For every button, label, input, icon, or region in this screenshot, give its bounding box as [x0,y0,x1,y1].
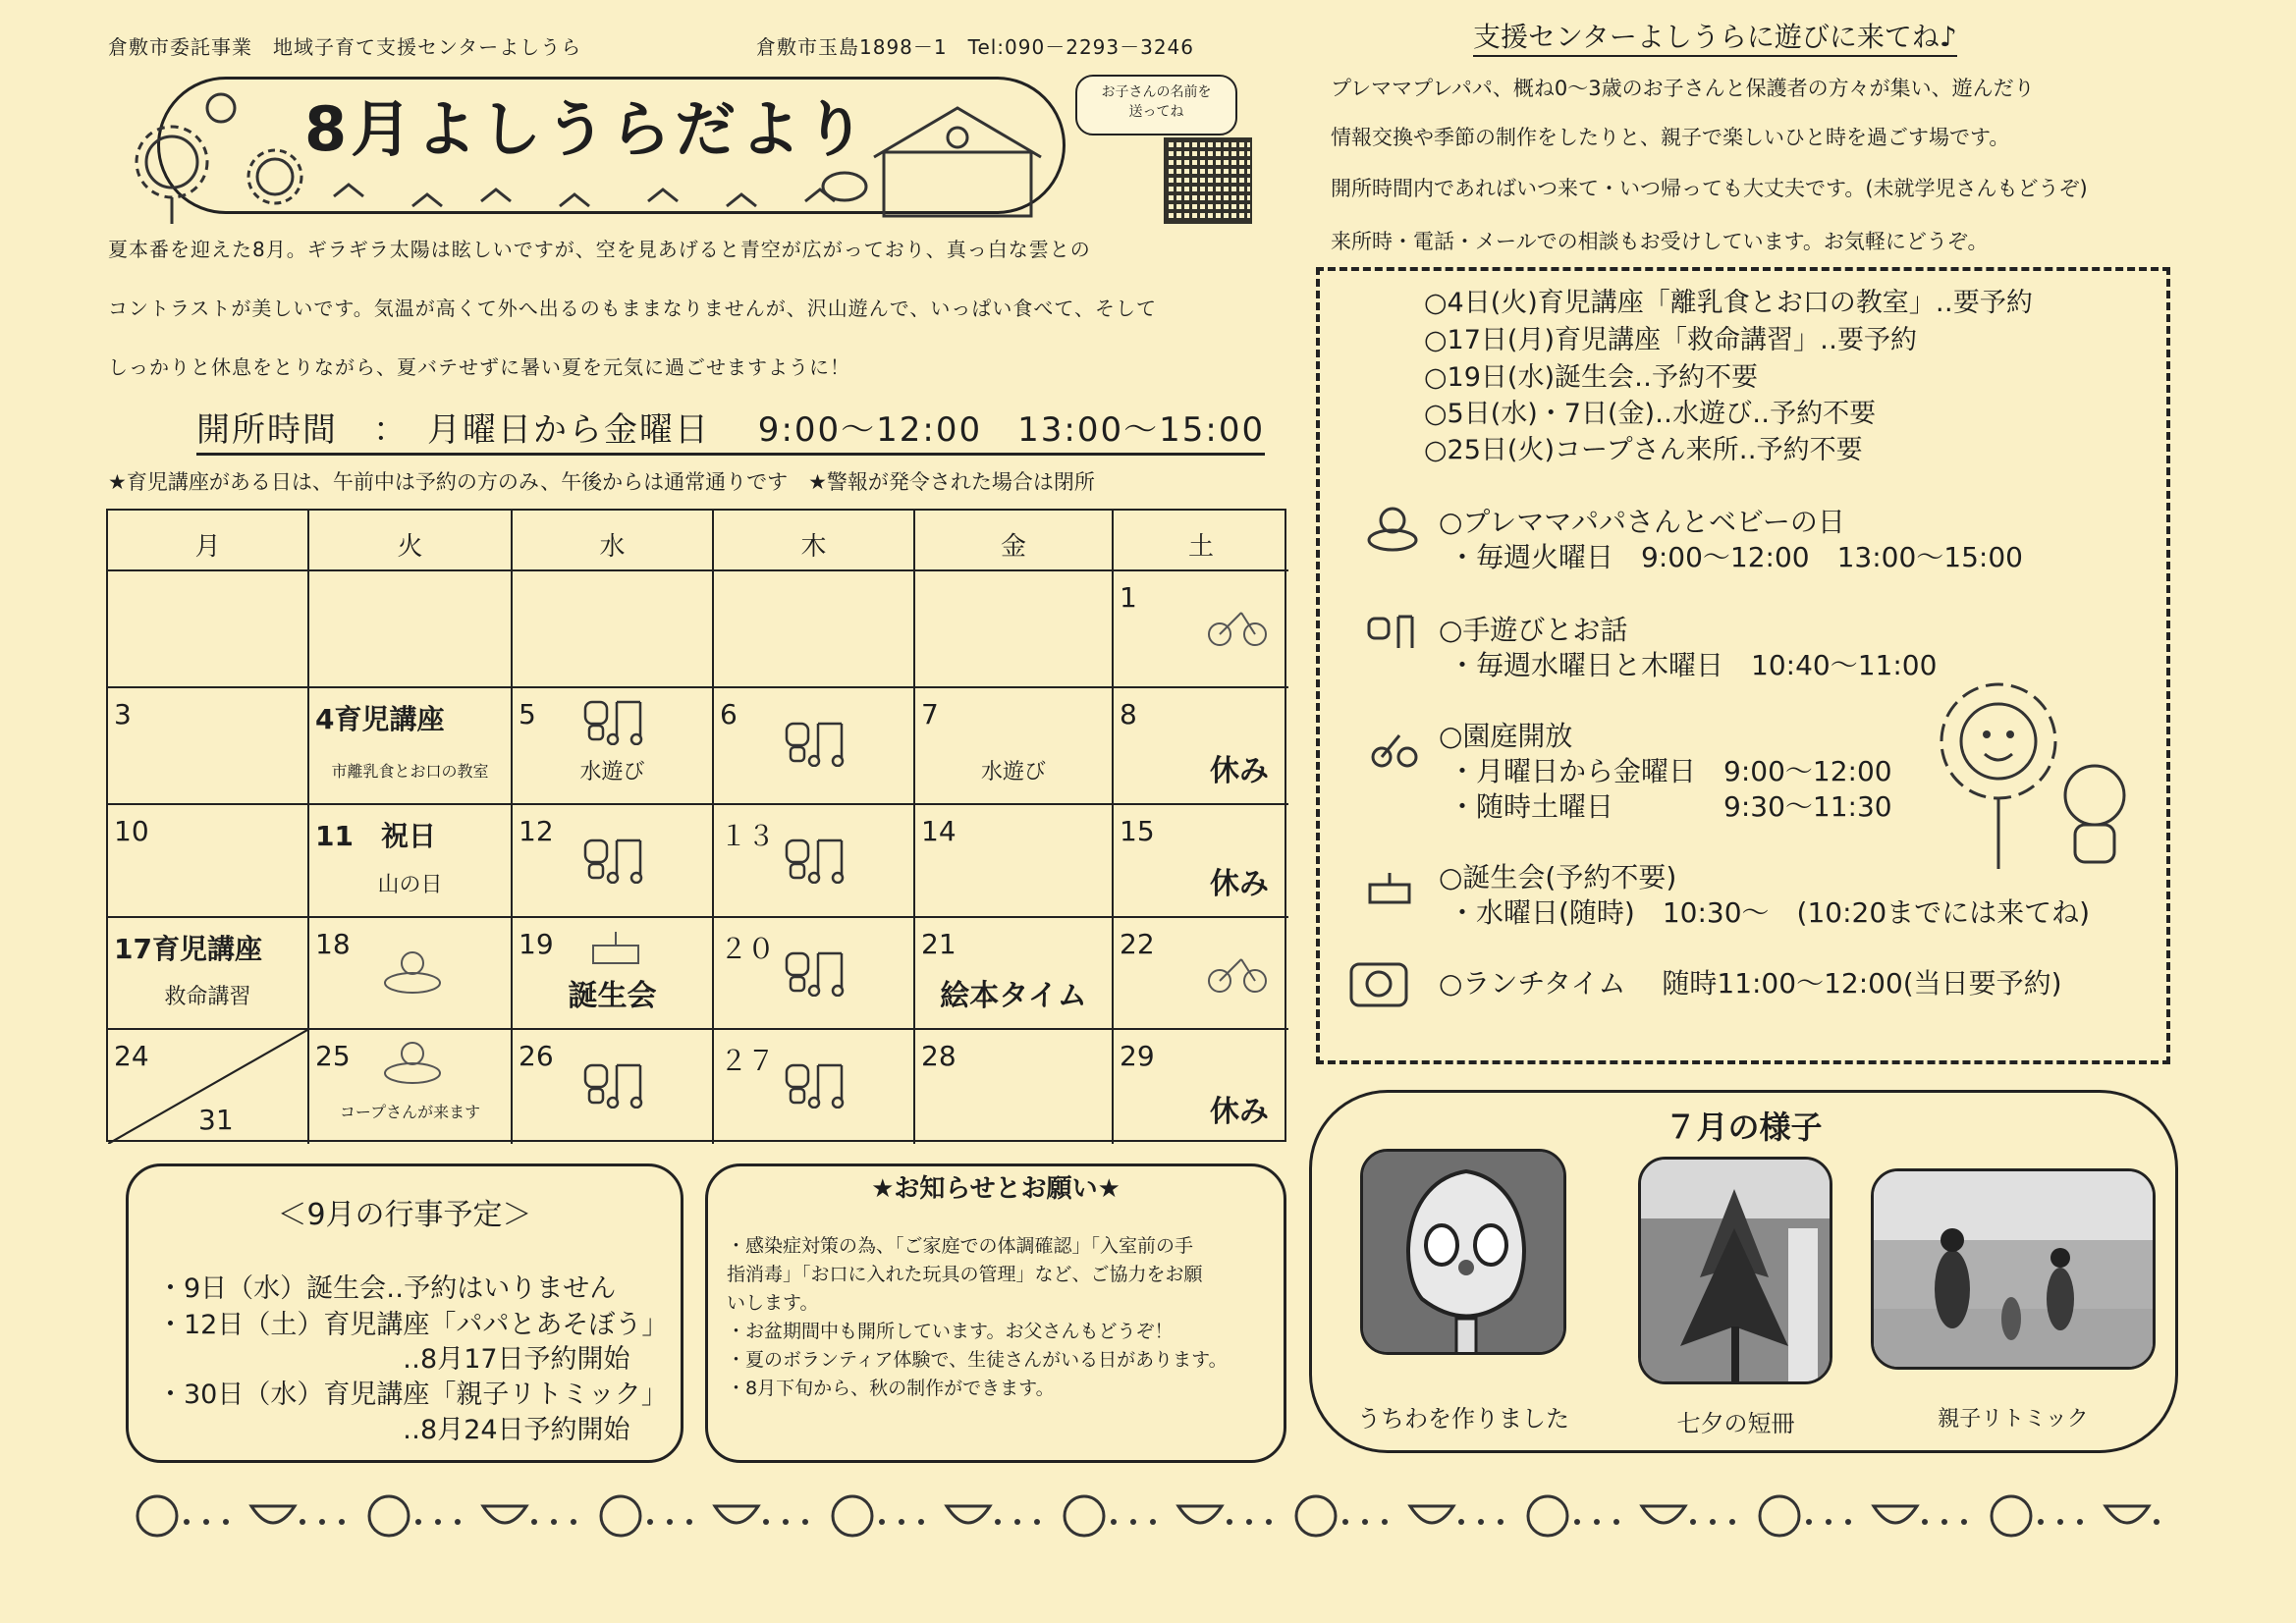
dot-divider [1806,1519,1812,1525]
calendar-header-day: 火 [309,511,513,571]
calendar-day-number: 3 [114,698,132,730]
dot-divider [1130,1519,1136,1525]
watermelon-icon [1874,1506,1917,1523]
baby-icon [378,947,447,997]
header-address: 倉敷市玉島1898－1 Tel:090－2293－3246 [756,35,1195,59]
baby-icon [1363,503,1422,552]
calendar-day-cell [513,571,714,688]
notice-line-1: ・感染症対策の為、「ご家庭での体調確認」「入室前の手 [727,1235,1194,1257]
calendar-day-number: ２０ [720,933,776,965]
dot-divider [879,1519,885,1525]
watermelon-icon [2105,1506,2149,1523]
section-line: ・随時土曜日 9:30～11:30 [1449,790,1892,823]
calendar-event-label: コープさんが来ます [339,1103,481,1121]
dot-divider [551,1519,557,1525]
music-note-icon [783,718,851,767]
watermelon-icon [137,1496,177,1536]
music-note-icon [581,835,650,884]
calendar-day-number: 17育児講座 [114,933,262,965]
intro-line-1: 夏本番を迎えた8月。ギラギラ太陽は眩しいですが、空を見あげると青空が広がっており、真っ白な雲との [108,238,1091,261]
name-request-bubble [1075,75,1237,135]
intro-line-3: しっかりと休息をとりながら、夏バテせずに暑い夏を元気に過ごせますように！ [108,355,850,379]
dot-divider [918,1519,924,1525]
dot-divider [415,1519,421,1525]
dot-divider [184,1519,190,1525]
watermelon-icon [1760,1496,1799,1536]
calendar-header-day: 月 [108,511,309,571]
calendar-day-cell [108,688,309,805]
calendar-event-label: 市離乳食とお口の教室 [331,762,489,781]
calendar-day-cell [1114,571,1288,688]
schedule-item-1: ○4日(火)育児講座「離乳食とお口の教室」‥要予約 [1424,288,2033,318]
calendar-event-label: 休み [1210,867,1269,901]
dot-divider [2154,1519,2159,1525]
tricycle-icon [1202,601,1271,650]
music-note-icon [581,696,650,745]
july-title: ７月の様子 [1665,1109,1823,1146]
september-title: ＜9月の行事予定＞ [277,1198,532,1232]
dot-divider [2038,1519,2044,1525]
september-item-5: ‥8月24日予約開始 [403,1415,630,1445]
dot-divider [1710,1519,1716,1525]
tricycle-icon [1202,947,1271,997]
calendar-day-number: 4育児講座 [315,703,445,735]
sunflower-illustration [1930,668,2156,874]
dot-divider [763,1519,769,1525]
september-item-1: ・9日（水）誕生会‥予約はいりません [157,1273,617,1304]
section-title: ○ランチタイム 随時11:00～12:00(当日要予約) [1439,967,2062,1000]
photo-tanabata [1638,1157,1832,1384]
section-line: ・毎週水曜日と木曜日 10:40～11:00 [1449,649,1938,681]
calendar-day-number: 5 [519,698,536,730]
dot-divider [455,1519,461,1525]
calendar-day-cell [714,688,915,805]
watermelon-icon [1178,1506,1222,1523]
intro-line-2: コントラストが美しいです。気温が高くて外へ出るのもままなりませんが、沢山遊んで、いっぱい食べて、そして [108,297,1157,320]
watermelon-icon [251,1506,295,1523]
dot-divider [1574,1519,1580,1525]
calendar-day-number: 11 祝日 [315,820,436,852]
calendar-day-cell [915,688,1114,805]
section-title: ○手遊びとお話 [1439,614,1628,646]
notice-line-3: いします。 [727,1292,819,1314]
calendar-event-label: 絵本タイム [940,979,1087,1013]
calendar-day-cell [309,571,513,688]
calendar-day-cell [915,805,1114,918]
center-desc-4: 来所時・電話・メールでの相談もお受けしています。お気軽にどうぞ。 [1331,230,1989,253]
calendar-header-day: 木 [714,511,915,571]
center-desc-2: 情報交換や季節の制作をしたりと、親子で楽しいひと時を過ごす場です。 [1331,126,2010,149]
notices-title: ★お知らせとお願い★ [871,1174,1121,1204]
baby-icon [378,1038,447,1087]
schedule-item-3: ○19日(水)誕生会‥予約不要 [1424,362,1759,393]
watermelon-icon [715,1506,758,1523]
august-calendar [106,509,1286,1142]
calendar-day-number: 22 [1120,928,1155,960]
calendar-event-label: 休み [1210,754,1269,788]
september-item-2: ・12日（土）育児講座「パパとあそぼう」 [157,1310,669,1340]
cake-icon [1360,869,1419,908]
calendar-day-number: 6 [720,698,738,730]
calendar-day-cell [108,1030,309,1144]
september-item-4: ・30日（水）育児講座「親子リトミック」 [157,1380,668,1410]
header-organization: 倉敷市委託事業 地域子育て支援センターよしうら [108,35,582,59]
calendar-day-number: 21 [921,928,957,960]
dot-divider [1922,1519,1928,1525]
watermelon-border [128,1492,2170,1542]
calendar-day-cell [714,918,915,1030]
music-note-icon [1363,609,1422,658]
calendar-day-cell [513,805,714,918]
calendar-day-number: 26 [519,1040,554,1072]
calendar-day-cell [714,805,915,918]
schedule-item-5: ○25日(火)コープさん来所‥予約不要 [1424,435,1863,465]
schedule-item-4: ○5日(水)・7日(金)‥水遊び‥予約不要 [1424,399,1877,429]
calendar-day-number: 1 [1120,581,1137,614]
dot-divider [203,1519,209,1525]
music-note-icon [783,1059,851,1109]
notice-line-2: 指消毒」「お口に入れた玩具の管理」など、ご協力をお願 [727,1264,1203,1285]
dot-divider [899,1519,904,1525]
center-desc-1: プレママプレパパ、概ね0～3歳のお子さんと保護者の方々が集い、遊んだり [1331,77,2035,100]
calendar-event-label: 水遊び [980,760,1046,784]
music-note-icon [581,1059,650,1109]
watermelon-icon [1642,1506,1685,1523]
opening-hours: 開所時間 ： 月曜日から金曜日 9:00～12:00 13:00～15:00 [196,403,1265,456]
dot-divider [1014,1519,1020,1525]
watermelon-icon [1992,1496,2031,1536]
calendar-day-cell [309,805,513,918]
calendar-event-label: 救命講習 [164,985,251,1009]
center-invitation-title: 支援センターよしうらに遊びに来てね♪ [1473,16,1957,57]
watermelon-icon [483,1506,526,1523]
dot-divider [1458,1519,1464,1525]
bubble-line-1: お子さんの名前を [1101,84,1212,100]
section-title: ○園庭開放 [1439,720,1573,752]
calendar-day-number: 31 [198,1104,234,1136]
calendar-day-number: 24 [114,1040,149,1072]
watermelon-icon [833,1496,872,1536]
dot-divider [1729,1519,1735,1525]
calendar-day-cell [915,918,1114,1030]
lunch-icon [1347,960,1411,1009]
dot-divider [783,1519,789,1525]
calendar-header-day: 土 [1114,511,1288,571]
dot-divider [802,1519,808,1525]
notice-line-6: ・8月下旬から、秋の制作ができます。 [727,1378,1055,1399]
dot-divider [2057,1519,2063,1525]
watermelon-icon [1410,1506,1453,1523]
dot-divider [1111,1519,1117,1525]
section-line: ・水曜日(随時) 10:30～ (10:20までには来てね) [1449,896,2091,929]
calendar-day-number: 14 [921,815,957,847]
calendar-day-cell [309,918,513,1030]
calendar-header-day: 金 [915,511,1114,571]
calendar-day-number: 28 [921,1040,957,1072]
bubble-line-2: 送ってね [1128,104,1184,120]
dot-divider [995,1519,1001,1525]
dot-divider [1961,1519,1967,1525]
caption-tanabata: 七夕の短冊 [1676,1410,1795,1437]
dot-divider [1246,1519,1252,1525]
dot-divider [1498,1519,1503,1525]
calendar-day-number: 7 [921,698,939,730]
notice-line-5: ・夏のボランティア体験で、生徒さんがいる日があります。 [727,1349,1228,1371]
calendar-event-label: 誕生会 [568,979,657,1013]
calendar-event-label: 水遊び [579,760,645,784]
dot-divider [319,1519,325,1525]
section-title: ○プレママパパさんとベビーの日 [1439,506,1845,538]
dot-divider [1382,1519,1388,1525]
photo-rhythmic [1871,1168,2156,1370]
watermelon-icon [947,1506,990,1523]
calendar-day-cell [714,571,915,688]
dot-divider [1613,1519,1619,1525]
september-item-3: ‥8月17日予約開始 [403,1344,630,1375]
watermelon-icon [1528,1496,1567,1536]
section-line: ・月曜日から金曜日 9:00～12:00 [1449,755,1892,787]
calendar-day-cell [1114,805,1288,918]
dot-divider [435,1519,441,1525]
dot-divider [1034,1519,1040,1525]
dot-divider [667,1519,673,1525]
section-line: ・毎週火曜日 9:00～12:00 13:00～15:00 [1449,541,2023,573]
music-note-icon [783,947,851,997]
calendar-header-day: 水 [513,511,714,571]
calendar-day-number: 8 [1120,698,1137,730]
watermelon-icon [1065,1496,1104,1536]
calendar-day-cell [513,688,714,805]
dot-divider [1690,1519,1696,1525]
dot-divider [339,1519,345,1525]
calendar-day-number: ２７ [720,1045,776,1077]
calendar-day-number: 25 [315,1040,351,1072]
dot-divider [531,1519,537,1525]
dot-divider [1845,1519,1851,1525]
dot-divider [647,1519,653,1525]
calendar-day-number: 18 [315,928,351,960]
calendar-event-label: 休み [1210,1095,1269,1129]
calendar-day-cell [714,1030,915,1144]
calendar-day-number: 10 [114,815,149,847]
calendar-day-cell [309,688,513,805]
calendar-day-cell [108,918,309,1030]
calendar-day-cell [513,918,714,1030]
caption-fan: うちわを作りました [1357,1405,1569,1433]
calendar-day-cell [915,571,1114,688]
dot-divider [686,1519,692,1525]
calendar-day-cell [915,1030,1114,1144]
calendar-day-cell [309,1030,513,1144]
dot-divider [1266,1519,1272,1525]
newsletter-title: 8月よしうらだより [304,93,870,165]
calendar-day-cell [108,571,309,688]
dot-divider [1150,1519,1156,1525]
calendar-day-cell [513,1030,714,1144]
calendar-day-number: 19 [519,928,554,960]
watermelon-icon [369,1496,409,1536]
dot-divider [223,1519,229,1525]
dot-divider [1227,1519,1232,1525]
music-note-icon [783,835,851,884]
schedule-item-2: ○17日(月)育児講座「救命講習」‥要予約 [1424,325,1918,355]
dot-divider [300,1519,305,1525]
watermelon-icon [601,1496,640,1536]
qr-code-icon[interactable] [1164,137,1252,224]
dot-divider [571,1519,576,1525]
section-title: ○誕生会(予約不要) [1439,861,1677,893]
dot-divider [1478,1519,1484,1525]
notice-line-4: ・お盆期間中も開所しています。お父さんもどうぞ！ [727,1321,1174,1342]
calendar-day-cell [1114,688,1288,805]
calendar-event-label: 山の日 [377,873,443,897]
dot-divider [1941,1519,1947,1525]
photo-fan [1360,1149,1566,1355]
calendar-notice: ★育児講座がある日は、午前中は予約の方のみ、午後からは通常通りです ★警報が発令された場合は閉所 [108,470,1095,494]
calendar-day-number: 12 [519,815,554,847]
calendar-day-cell [1114,918,1288,1030]
dot-divider [1826,1519,1831,1525]
caption-rhythmic: 親子リトミック [1938,1407,2089,1432]
calendar-day-number: １３ [720,820,776,852]
dot-divider [1362,1519,1368,1525]
dot-divider [1342,1519,1348,1525]
watermelon-icon [1296,1496,1336,1536]
calendar-day-cell [1114,1030,1288,1144]
dot-divider [2077,1519,2083,1525]
tricycle-icon [1370,722,1419,771]
center-desc-3: 開所時間内であればいつ来て・いつ帰っても大丈夫です。(未就学児さんもどうぞ) [1331,177,2088,200]
calendar-day-number: 15 [1120,815,1155,847]
calendar-day-number: 29 [1120,1040,1155,1072]
calendar-day-cell [108,805,309,918]
dot-divider [1594,1519,1600,1525]
